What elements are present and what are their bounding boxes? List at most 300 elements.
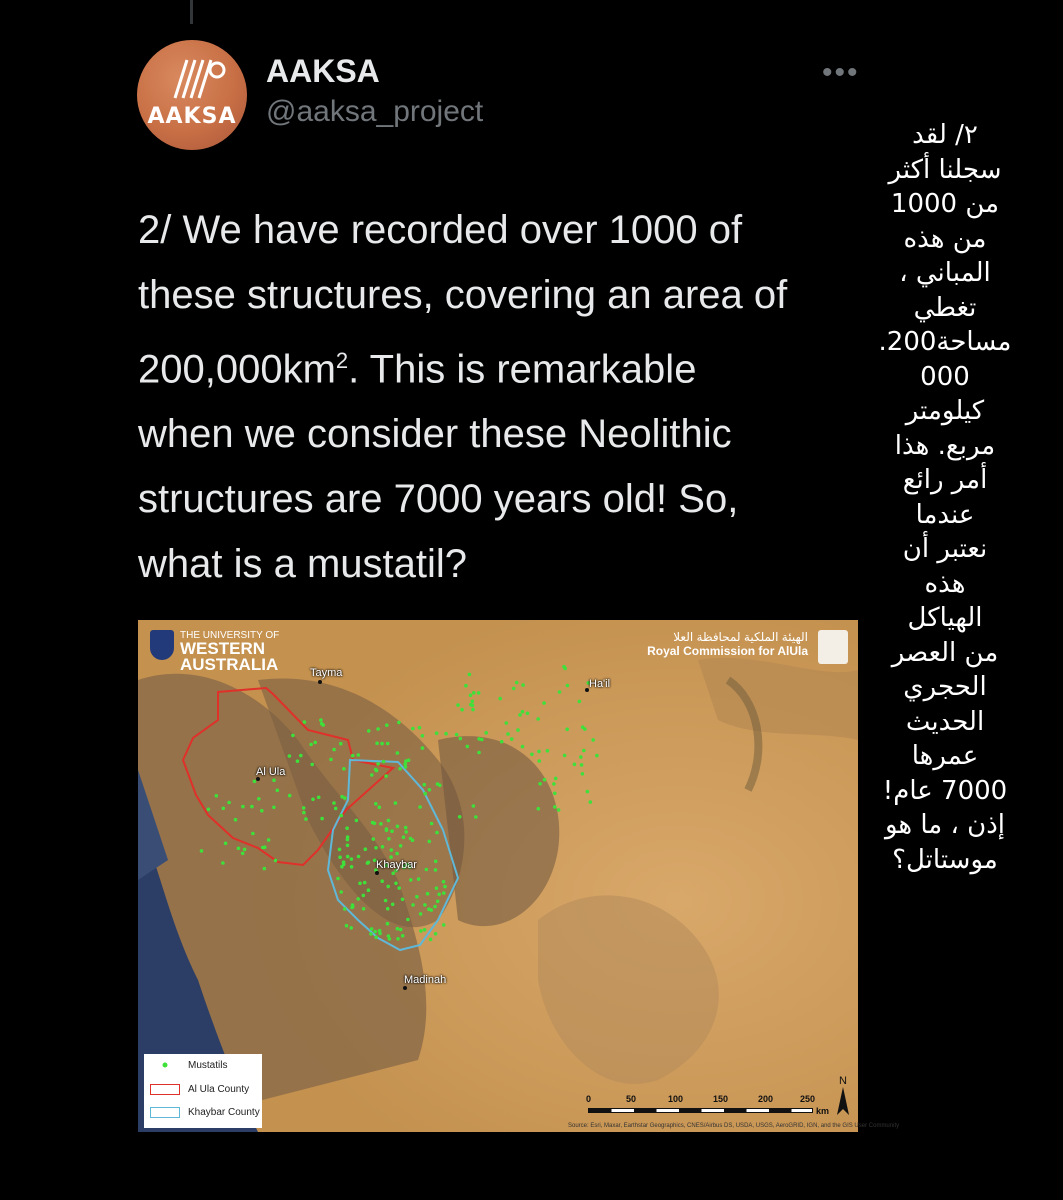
mustatil-point bbox=[398, 767, 402, 771]
mustatil-point bbox=[362, 907, 366, 911]
mustatil-point bbox=[394, 882, 398, 886]
mustatil-point bbox=[299, 754, 303, 758]
mustatil-point bbox=[553, 792, 557, 796]
mustatil-point bbox=[460, 708, 464, 712]
mustatil-point bbox=[436, 900, 440, 904]
mustatil-point bbox=[565, 728, 569, 732]
mustatil-point bbox=[343, 907, 347, 911]
mustatil-point bbox=[423, 792, 427, 796]
mustatil-point bbox=[310, 763, 314, 767]
mustatil-point bbox=[396, 927, 400, 931]
mustatil-point bbox=[573, 763, 577, 767]
mustatil-point bbox=[411, 727, 415, 731]
mustatil-point bbox=[459, 737, 463, 741]
mustatil-point bbox=[579, 755, 583, 759]
mustatil-point bbox=[276, 789, 280, 793]
mustatil-point bbox=[426, 892, 430, 896]
mustatil-point bbox=[429, 938, 433, 942]
mustatil-point bbox=[554, 777, 558, 781]
mustatil-point bbox=[303, 720, 307, 724]
mustatil-point bbox=[435, 831, 439, 835]
mustatil-point bbox=[340, 865, 344, 869]
mustatil-point bbox=[428, 788, 432, 792]
mustatil-point bbox=[434, 932, 438, 936]
mustatil-point bbox=[443, 885, 447, 889]
legend-label: Al Ula County bbox=[188, 1084, 250, 1095]
mustatil-point bbox=[334, 807, 338, 811]
mustatil-point bbox=[395, 852, 399, 856]
mustatil-point bbox=[272, 778, 276, 782]
mustatil-point bbox=[557, 808, 561, 812]
mustatil-point bbox=[367, 888, 371, 892]
mustatil-point bbox=[385, 829, 389, 833]
mustatil-point bbox=[421, 746, 425, 750]
mustatil-point bbox=[480, 738, 484, 742]
mustatil-point bbox=[362, 894, 366, 898]
mustatil-point bbox=[329, 758, 333, 762]
mustatil-point bbox=[332, 748, 336, 752]
mustatil-point bbox=[384, 774, 388, 778]
mustatil-point bbox=[355, 819, 359, 823]
mustatil-point bbox=[430, 908, 434, 912]
mustatil-point bbox=[581, 772, 585, 776]
arabic-line: الهياكل bbox=[907, 603, 983, 633]
scale-unit: km bbox=[816, 1106, 830, 1116]
mustatil-point bbox=[386, 922, 390, 926]
mustatil-point bbox=[471, 700, 475, 704]
mustatil-point bbox=[394, 801, 398, 805]
mustatil-point bbox=[200, 849, 204, 853]
mustatil-point bbox=[396, 751, 400, 755]
mustatil-point bbox=[336, 877, 340, 881]
mustatil-point bbox=[418, 805, 422, 809]
mustatil-point bbox=[404, 826, 408, 830]
mustatil-point bbox=[423, 903, 427, 907]
rc-english: Royal Commission for AlUla bbox=[647, 644, 808, 658]
mustatil-point bbox=[364, 847, 368, 851]
mustatil-point bbox=[390, 848, 394, 852]
mustatil-point bbox=[505, 721, 509, 725]
mustatil-point bbox=[455, 733, 459, 737]
mustatil-point bbox=[390, 829, 394, 833]
mustatil-point bbox=[401, 934, 405, 938]
mustatil-point bbox=[421, 734, 425, 738]
mustatil-point bbox=[340, 814, 344, 818]
mustatil-point bbox=[391, 903, 395, 907]
mustatil-point bbox=[385, 723, 389, 727]
mustatil-point bbox=[342, 860, 346, 864]
mustatil-point bbox=[357, 753, 361, 757]
mustatil-point bbox=[537, 807, 541, 811]
mustatil-point bbox=[391, 872, 395, 876]
mustatil-point bbox=[375, 742, 379, 746]
arabic-line: موستاتل؟ bbox=[892, 844, 998, 875]
mustatil-point bbox=[397, 886, 401, 890]
map-attribution: Source: Esri, Maxar, Earthstar Geographics, CNES/Airbus DS, USDA, USGS, AeroGRID, IGN, and the GIS User Community bbox=[568, 1123, 900, 1129]
mustatil-point bbox=[580, 763, 584, 767]
mustatil-point bbox=[319, 718, 323, 722]
arabic-line: المباني ، bbox=[899, 258, 991, 288]
map-legend bbox=[144, 1054, 262, 1128]
mustatil-point bbox=[582, 749, 586, 753]
mustatil-point bbox=[397, 721, 401, 725]
arabic-line: أمر رائع bbox=[902, 465, 988, 495]
mustatil-point bbox=[313, 741, 317, 745]
royal-commission-logo bbox=[647, 630, 808, 658]
mustatil-point bbox=[543, 778, 547, 782]
arabic-line: إذن ، ما هو bbox=[884, 810, 1006, 840]
mustatil-point bbox=[537, 750, 541, 754]
mustatil-point bbox=[425, 868, 429, 872]
mustatil-point bbox=[250, 805, 254, 809]
royal-emblem-icon bbox=[818, 630, 848, 664]
mustatil-point bbox=[339, 742, 343, 746]
mustatil-point bbox=[530, 753, 534, 757]
mustatil-point bbox=[251, 832, 255, 836]
mustatil-point bbox=[243, 848, 247, 852]
mustatil-point bbox=[521, 745, 525, 749]
mustatil-point bbox=[386, 907, 390, 911]
mustatil-point bbox=[435, 731, 439, 735]
mustatil-point bbox=[546, 749, 550, 753]
mustatil-point bbox=[464, 684, 468, 688]
legend-label: Mustatils bbox=[188, 1060, 228, 1071]
legend-label: Khaybar County bbox=[188, 1107, 260, 1118]
mustatil-point bbox=[396, 937, 400, 941]
mustatil-point bbox=[591, 738, 595, 742]
mustatil-point bbox=[320, 817, 324, 821]
city-label-tayma: Tayma bbox=[310, 667, 343, 679]
mustatil-point bbox=[406, 918, 410, 922]
mustatil-point bbox=[558, 690, 562, 694]
mustatil-point bbox=[518, 713, 522, 717]
tweet-text-segment: . This is remarkable bbox=[348, 347, 697, 392]
mustatil-point bbox=[302, 806, 306, 810]
mustatil-point bbox=[436, 782, 440, 786]
mustatil-point bbox=[378, 929, 382, 933]
mustatil-point bbox=[224, 842, 228, 846]
mustatil-point bbox=[376, 727, 380, 731]
mustatil-point bbox=[263, 845, 267, 849]
mustatil-point bbox=[374, 802, 378, 806]
mustatil-point bbox=[357, 855, 361, 859]
arabic-line: 000 bbox=[920, 361, 970, 392]
mustatil-point bbox=[422, 783, 426, 787]
mustatil-point bbox=[367, 861, 371, 865]
mustatil-point bbox=[288, 754, 292, 758]
mustatil-point bbox=[578, 700, 582, 704]
tweet-line: structures are 7000 years old! So, bbox=[138, 477, 739, 522]
arabic-line: الحديث bbox=[905, 706, 985, 737]
mustatil-point bbox=[372, 837, 376, 841]
mustatil-point bbox=[339, 890, 343, 894]
tweet-line bbox=[138, 328, 848, 402]
tweet-media-map[interactable] bbox=[138, 620, 900, 1132]
mustatil-point bbox=[234, 818, 238, 822]
uwa-line: WESTERN bbox=[180, 639, 265, 658]
mustatil-point bbox=[538, 782, 542, 786]
mustatil-point bbox=[370, 927, 374, 931]
mustatil-point bbox=[563, 667, 567, 671]
mustatil-point bbox=[583, 727, 587, 731]
mustatil-point bbox=[433, 905, 437, 909]
arabic-line: هذه bbox=[924, 568, 966, 599]
mustatil-point bbox=[374, 768, 378, 772]
mustatil-point bbox=[428, 840, 432, 844]
mustatil-point bbox=[241, 852, 245, 856]
mustatil-point bbox=[320, 722, 324, 726]
mustatil-point bbox=[302, 811, 306, 815]
mustatil-point bbox=[274, 859, 278, 863]
mustatil-point bbox=[386, 885, 390, 889]
arabic-line: من هذه bbox=[903, 223, 987, 254]
mustatil-point bbox=[411, 903, 415, 907]
mustatil-point bbox=[401, 898, 405, 902]
mustatil-point bbox=[358, 882, 362, 886]
mustatil-point bbox=[458, 815, 462, 819]
more-options-icon[interactable]: ••• bbox=[822, 56, 860, 89]
mustatil-point bbox=[456, 703, 460, 707]
legend-swatch bbox=[150, 1107, 180, 1118]
superscript: 2 bbox=[335, 348, 349, 373]
avatar-label: AAKSA bbox=[147, 104, 237, 129]
mustatil-point bbox=[411, 838, 415, 842]
mustatil-point bbox=[442, 880, 446, 884]
mustatil-point bbox=[373, 822, 377, 826]
avatar[interactable] bbox=[137, 40, 247, 150]
mustatil-point bbox=[374, 846, 378, 850]
mustatil-point bbox=[477, 691, 481, 695]
mustatil-point bbox=[338, 848, 342, 852]
mustatil-point bbox=[477, 751, 481, 755]
mustatil-point bbox=[498, 697, 502, 701]
mustatil-point bbox=[345, 924, 349, 928]
mustatil-point bbox=[472, 691, 476, 695]
mustatil-point bbox=[384, 899, 388, 903]
mustatil-point bbox=[466, 745, 470, 749]
mustatil-point bbox=[346, 844, 350, 848]
mustatil-point bbox=[351, 754, 355, 758]
mustatil-point bbox=[437, 893, 441, 897]
mustatil-point bbox=[423, 928, 427, 932]
mustatil-point bbox=[346, 855, 350, 859]
mustatil-point bbox=[417, 877, 421, 881]
mustatil-point bbox=[338, 855, 342, 859]
mustatil-point bbox=[263, 867, 267, 871]
mustatil-point bbox=[404, 830, 408, 834]
display-name[interactable]: AAKSA bbox=[266, 53, 380, 89]
arabic-line: مربع. هذا bbox=[894, 430, 996, 461]
city-label-khaybar: Khaybar bbox=[376, 859, 417, 871]
mustatil-point bbox=[309, 743, 313, 747]
mustatil-point bbox=[367, 729, 371, 733]
mustatil-point bbox=[340, 795, 344, 799]
mustatil-point bbox=[469, 694, 473, 698]
mustatil-point bbox=[407, 758, 411, 762]
scale-tick: 50 bbox=[626, 1094, 637, 1104]
mustatil-point bbox=[376, 762, 380, 766]
mustatil-point bbox=[387, 819, 391, 823]
mustatil-point bbox=[378, 805, 382, 809]
mustatil-point bbox=[374, 936, 378, 940]
mustatil-point bbox=[386, 742, 390, 746]
uwa-line: AUSTRALIA bbox=[180, 655, 279, 674]
tweet-line: what is a mustatil? bbox=[138, 542, 468, 587]
north-label: N bbox=[839, 1075, 847, 1087]
mustatil-point bbox=[586, 790, 590, 794]
city-label-alula: Al Ula bbox=[256, 766, 286, 778]
avatar-logo-icon bbox=[137, 40, 247, 150]
mustatil-point bbox=[349, 926, 353, 930]
mustatil-point bbox=[370, 773, 374, 777]
scale-bar-graphic bbox=[588, 1108, 813, 1113]
tweet-line: 2/ We have recorded over 1000 of bbox=[138, 208, 743, 252]
mustatil-point bbox=[311, 798, 315, 802]
mustatil-point bbox=[506, 732, 510, 736]
legend-swatch bbox=[150, 1060, 180, 1071]
thread-connector-line bbox=[190, 0, 193, 24]
mustatil-point bbox=[444, 732, 448, 736]
mustatil-point bbox=[356, 897, 360, 901]
scale-tick: 200 bbox=[758, 1094, 774, 1104]
mustatil-point bbox=[512, 687, 516, 691]
mustatil-point bbox=[369, 932, 373, 936]
arabic-line: كيلومتر bbox=[905, 396, 985, 426]
arabic-line: من 1000 bbox=[890, 189, 1000, 219]
mustatil-point bbox=[241, 805, 245, 809]
arabic-line: من العصر bbox=[891, 637, 999, 668]
arabic-line: ٢/ لقد bbox=[912, 120, 978, 150]
mustatil-point bbox=[521, 710, 525, 714]
city-label-madinah: Madinah bbox=[404, 974, 447, 986]
mustatil-point bbox=[304, 817, 308, 821]
mustatil-point bbox=[404, 765, 408, 769]
city-marker bbox=[403, 986, 407, 990]
mustatil-point bbox=[566, 684, 570, 688]
user-handle[interactable]: @aaksa_project bbox=[266, 95, 484, 128]
city-marker bbox=[375, 871, 379, 875]
mustatil-point bbox=[553, 805, 557, 809]
mustatil-point bbox=[272, 806, 276, 810]
mustatil-point bbox=[468, 673, 472, 677]
tweet-line: these structures, covering an area of bbox=[138, 273, 788, 317]
mustatil-point bbox=[380, 742, 384, 746]
mustatil-point bbox=[260, 809, 264, 813]
mustatil-point bbox=[419, 912, 423, 916]
scale-tick: 100 bbox=[668, 1094, 684, 1104]
north-arrow-icon bbox=[835, 1087, 851, 1117]
scale-tick: 250 bbox=[800, 1094, 816, 1104]
mustatil-point bbox=[379, 822, 383, 826]
uwa-line: THE UNIVERSITY OF bbox=[180, 630, 280, 641]
mustatil-point bbox=[381, 845, 385, 849]
mustatil-point bbox=[542, 701, 546, 705]
arabic-line: مساحة200. bbox=[878, 327, 1012, 357]
mustatil-point bbox=[595, 754, 599, 758]
mustatil-point bbox=[399, 928, 403, 932]
mustatil-point bbox=[484, 731, 488, 735]
mustatil-point bbox=[227, 801, 231, 805]
arabic-line: عندما bbox=[915, 499, 975, 530]
mustatil-point bbox=[291, 734, 295, 738]
uwa-crest-icon bbox=[150, 630, 174, 660]
mustatil-point bbox=[563, 754, 567, 758]
mustatil-point bbox=[415, 895, 419, 899]
mustatil-point bbox=[552, 782, 556, 786]
mustatil-point bbox=[267, 838, 271, 842]
tweet-line: when we consider these Neolithic bbox=[138, 412, 732, 457]
arabic-line: نعتبر أن bbox=[902, 534, 988, 564]
arabic-line: عمرها bbox=[911, 741, 979, 771]
mustatil-point bbox=[409, 878, 413, 882]
mustatil-point bbox=[538, 759, 542, 763]
mustatil-point bbox=[222, 807, 226, 811]
tweet-text bbox=[138, 198, 848, 597]
arabic-line: تغطي bbox=[913, 292, 977, 323]
mustatil-point bbox=[346, 835, 350, 839]
mustatil-point bbox=[332, 801, 336, 805]
mustatil-point bbox=[350, 857, 354, 861]
mustatil-point bbox=[442, 923, 446, 927]
mustatil-point bbox=[402, 835, 406, 839]
mustatil-point bbox=[317, 796, 321, 800]
mustatil-point bbox=[515, 681, 519, 685]
tweet-text-segment: 200,000km bbox=[138, 347, 336, 392]
mustatil-point bbox=[521, 683, 525, 687]
mustatil-point bbox=[215, 794, 219, 798]
mustatil-point bbox=[516, 728, 520, 732]
mustatil-point bbox=[396, 825, 400, 829]
mustatil-point bbox=[350, 865, 354, 869]
mustatil-point bbox=[382, 760, 386, 764]
mustatil-point bbox=[474, 815, 478, 819]
mustatil-point bbox=[418, 726, 422, 730]
mustatil-point bbox=[469, 703, 473, 707]
scale-tick: 150 bbox=[713, 1094, 729, 1104]
rc-arabic: الهيئة الملكية لمحافظة العلا bbox=[673, 630, 808, 644]
mustatil-point bbox=[288, 794, 292, 798]
mustatil-point bbox=[342, 767, 346, 771]
mustatil-point bbox=[526, 712, 530, 716]
mustatil-point bbox=[500, 740, 504, 744]
scale-tick: 0 bbox=[586, 1094, 592, 1104]
mustatil-point bbox=[589, 800, 593, 804]
mustatil-point bbox=[510, 737, 514, 741]
arabic-line: 7000 عام! bbox=[882, 775, 1008, 806]
mustatil-point bbox=[471, 708, 475, 712]
north-arrow bbox=[835, 1075, 851, 1121]
mustatil-point bbox=[237, 847, 241, 851]
legend-swatch bbox=[150, 1084, 180, 1095]
mustatil-point bbox=[442, 891, 446, 895]
mustatil-point bbox=[363, 881, 367, 885]
mustatil-point bbox=[257, 797, 261, 801]
mustatil-point bbox=[296, 759, 300, 763]
mustatil-point bbox=[351, 903, 355, 907]
mustatil-point bbox=[472, 804, 476, 808]
mustatil-point bbox=[388, 937, 392, 941]
mustatil-point bbox=[207, 808, 211, 812]
uwa-logo-text bbox=[180, 630, 279, 673]
mustatil-point bbox=[430, 822, 434, 826]
mustatil-point bbox=[373, 930, 377, 934]
mustatil-point bbox=[419, 929, 423, 933]
mustatil-point bbox=[387, 837, 391, 841]
city-label-hail: Ha'il bbox=[589, 678, 611, 690]
mustatil-point bbox=[399, 844, 403, 848]
arabic-line: الحجري bbox=[903, 672, 987, 702]
arabic-line: سجلنا أكثر bbox=[888, 154, 1002, 185]
